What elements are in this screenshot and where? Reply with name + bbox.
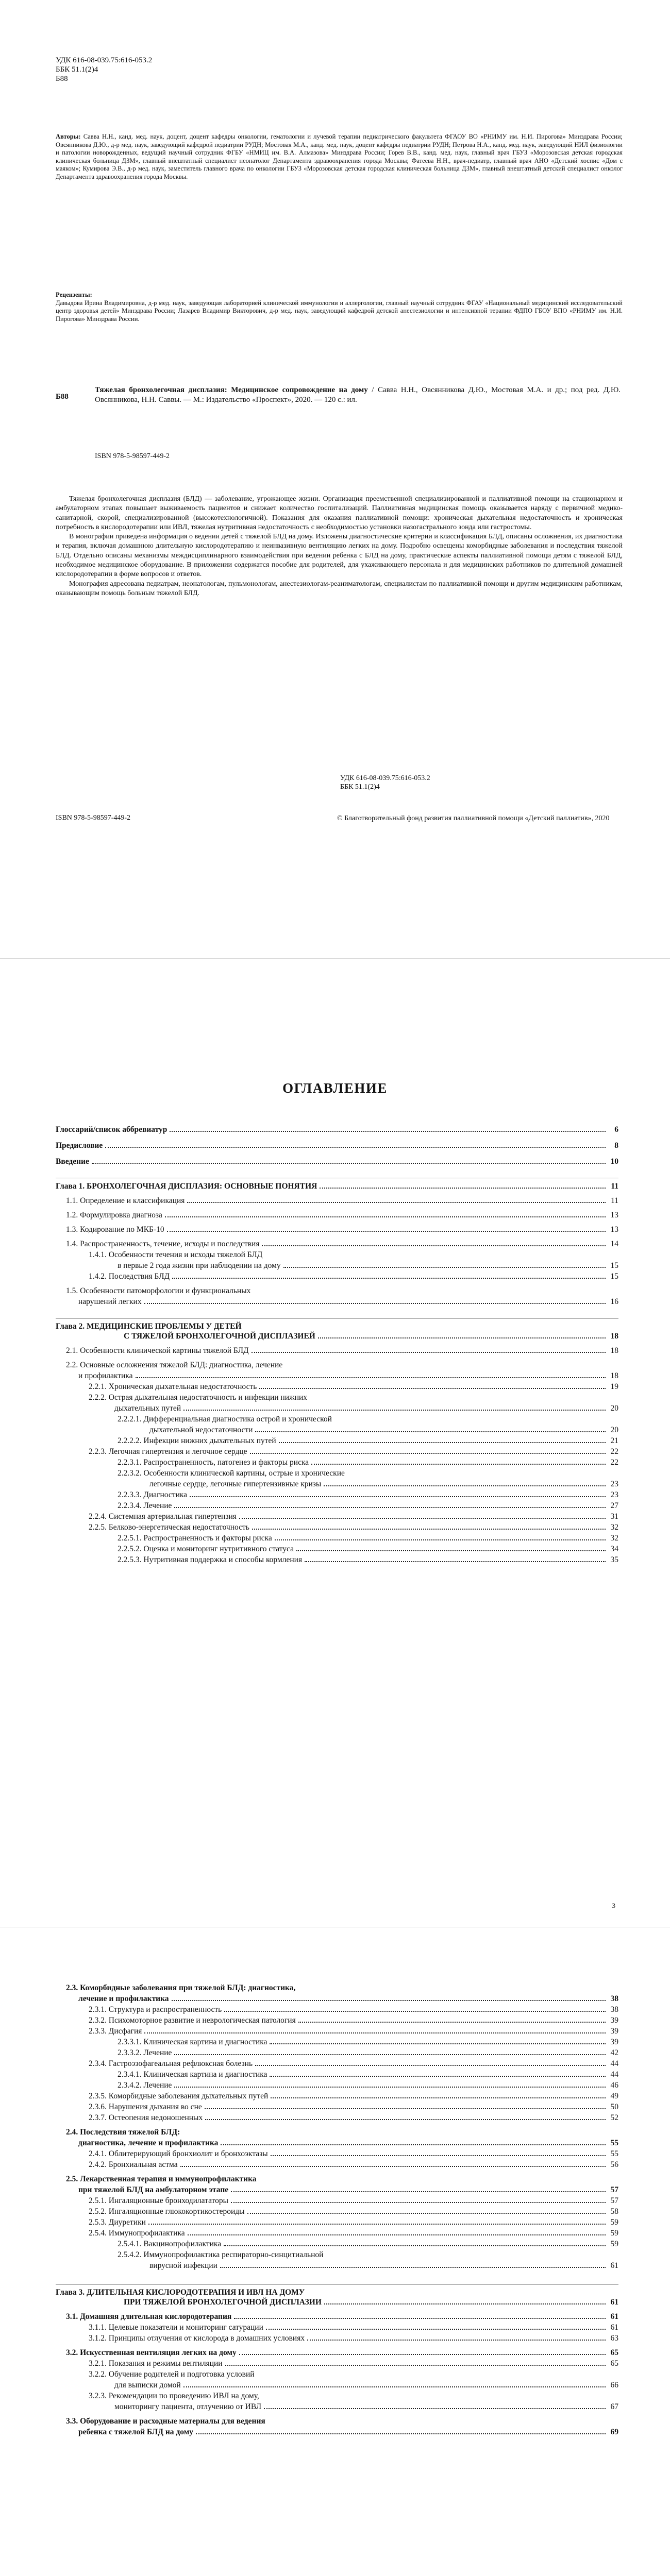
toc-entry-title: лечение и профилактика bbox=[78, 1994, 169, 2003]
toc-entry[interactable] bbox=[56, 2391, 618, 2401]
dot-leader bbox=[183, 1410, 606, 1411]
classification-codes-bottom bbox=[340, 774, 430, 791]
toc-entry[interactable] bbox=[56, 1261, 618, 1270]
dot-leader bbox=[324, 1485, 606, 1486]
toc-entry-title: 2.3.2. Психомоторное развитие и неврологическая патология bbox=[89, 2016, 296, 2025]
udk-code: УДК 616-08-039.75:616-053.2 bbox=[56, 56, 153, 64]
toc-entry-page: 59 bbox=[610, 2229, 618, 2238]
toc-entry[interactable] bbox=[56, 1544, 618, 1554]
dot-leader bbox=[174, 2054, 606, 2055]
toc-entry-title: 2.3.3.1. Клиническая картина и диагностика bbox=[118, 2038, 267, 2046]
bibliographic-description bbox=[95, 385, 621, 405]
dot-leader bbox=[180, 2166, 606, 2167]
toc-entry-page: 15 bbox=[610, 1261, 618, 1270]
toc-chapter-heading[interactable] bbox=[56, 1178, 618, 1191]
toc-entry[interactable] bbox=[56, 1458, 618, 1467]
toc-entry-title: 3.1.1. Целевые показатели и мониторинг сатурации bbox=[89, 2323, 263, 2332]
toc-entry-page: 20 bbox=[610, 1426, 618, 1434]
dot-leader bbox=[172, 1278, 606, 1279]
toc-entry-page: 55 bbox=[610, 2139, 618, 2147]
dot-leader bbox=[271, 2155, 606, 2156]
toc-entry-title: 2.3.5. Коморбидные заболевания дыхательных путей bbox=[89, 2092, 269, 2100]
dot-leader bbox=[259, 1388, 606, 1389]
toc-entry[interactable] bbox=[56, 2113, 618, 2123]
toc-entry-page: 21 bbox=[610, 1436, 618, 1445]
toc-entry-title: 1.5. Особенности патоморфологии и функциональных bbox=[66, 1286, 251, 1295]
dot-leader bbox=[174, 2087, 606, 2088]
abstract-paragraph: Тяжелая бронхолегочная дисплазия (БЛД) — заболевание, угрожающее жизни. Организация преемственной специализированной и паллиативной помощи на стационарном и амбулаторном этапах повышает выживаемость пациентов и снижает количество госпитализаций. Паллиативная медицинская помощь оказывается наряду с первичной медико-санитарной, скорой, специализированной (высокотехнологичной). Показания для оказания паллиативной помощи: хроническая дыхательная недостаточность и хроническая потребность в кислородотерапии или ИВЛ, тяжелая нутритивная недостаточность с необходимостью установки назогастрального зонда или гастростомы. bbox=[56, 495, 623, 531]
toc-entry[interactable] bbox=[56, 1447, 618, 1456]
toc-entry-title: 2.5.4.2. Иммунопрофилактика респираторно-синцитиальной bbox=[118, 2250, 324, 2259]
toc-entry[interactable] bbox=[56, 2015, 618, 2025]
dot-leader bbox=[148, 2224, 606, 2225]
toc-entry-page: 61 bbox=[610, 2261, 618, 2270]
toc-entry[interactable] bbox=[56, 1225, 618, 1234]
classification-codes bbox=[56, 56, 152, 83]
toc-entry-title: 3.1. Домашняя длительная кислородотерапия bbox=[66, 2312, 232, 2321]
toc-entry[interactable] bbox=[56, 2196, 618, 2206]
toc-entry-title: 2.2.5.3. Нутритивная поддержка и способы кормления bbox=[118, 1555, 303, 1564]
chapter-title: Глава 3. ДЛИТЕЛЬНАЯ КИСЛОРОДОТЕРАПИЯ И ИВЛ НА ДОМУ bbox=[56, 2288, 305, 2297]
toc-entry-title: 2.2.2. Острая дыхательная недостаточность и инфекции нижних bbox=[89, 1393, 308, 1402]
toc-chapter-heading[interactable] bbox=[56, 1318, 618, 1341]
toc-entry-title: мониторингу пациента, отлучению от ИВЛ bbox=[114, 2402, 262, 2411]
toc-entry-title: 2.2.5.1. Распространенность и факторы риска bbox=[118, 1534, 272, 1543]
toc-entry[interactable] bbox=[56, 1522, 618, 1532]
toc-entry[interactable] bbox=[56, 2080, 618, 2090]
toc-entry-page: 44 bbox=[610, 2059, 618, 2068]
toc-entry-title: 2.5.4. Иммунопрофилактика bbox=[89, 2229, 185, 2238]
toc-entry[interactable] bbox=[56, 1297, 618, 1307]
dot-leader bbox=[305, 1561, 606, 1562]
dot-leader bbox=[183, 2386, 606, 2387]
chapter-page: 11 bbox=[611, 1182, 618, 1191]
dot-leader bbox=[252, 1529, 606, 1530]
toc-entry[interactable] bbox=[56, 1393, 618, 1402]
toc-entry[interactable] bbox=[56, 2059, 618, 2069]
dot-leader bbox=[205, 2108, 606, 2109]
toc-entry[interactable] bbox=[56, 1141, 618, 1150]
toc-entry-page: 23 bbox=[610, 1480, 618, 1488]
toc-entry-page: 61 bbox=[610, 2312, 618, 2321]
toc-entry-page: 32 bbox=[610, 1523, 618, 1532]
dot-leader bbox=[205, 2119, 606, 2120]
toc-entry[interactable] bbox=[56, 2127, 618, 2137]
copyright-notice: © Благотворительный фонд развития паллиативной помощи «Детский паллиатив», 2020 bbox=[337, 815, 610, 822]
toc-list bbox=[56, 1983, 618, 2437]
toc-entry-page: 66 bbox=[610, 2381, 618, 2389]
toc-entry-page: 56 bbox=[610, 2160, 618, 2169]
toc-entry[interactable] bbox=[56, 2402, 618, 2412]
toc-entry[interactable] bbox=[56, 2037, 618, 2047]
toc-entry-title: 2.5.4.1. Вакцинопрофилактика bbox=[118, 2240, 222, 2248]
toc-entry-title: 2.4.2. Бронхиальная астма bbox=[89, 2160, 178, 2169]
toc-entry[interactable] bbox=[56, 1994, 618, 2004]
imprint-page bbox=[0, 0, 670, 958]
toc-entry-page: 38 bbox=[610, 2005, 618, 2014]
dot-leader bbox=[262, 1245, 606, 1246]
toc-entry-page: 15 bbox=[610, 1272, 618, 1281]
toc-entry[interactable] bbox=[56, 2380, 618, 2390]
authors-label: Авторы: bbox=[56, 133, 81, 140]
toc-entry-page: 39 bbox=[610, 2027, 618, 2036]
toc-entry[interactable] bbox=[56, 2427, 618, 2437]
toc-entry[interactable] bbox=[56, 2102, 618, 2112]
toc-entry[interactable] bbox=[56, 2160, 618, 2170]
dot-leader bbox=[320, 1188, 606, 1189]
chapter-subtitle: С ТЯЖЕЛОЙ БРОНХОЛЕГОЧНОЙ ДИСПЛАЗИЕЙ bbox=[124, 1332, 315, 1341]
book-title: Тяжелая бронхолегочная дисплазия: Медицинское сопровождение на дому bbox=[95, 386, 368, 394]
toc-entry-page: 46 bbox=[610, 2081, 618, 2090]
toc-entry-title: легочные сердце, легочные гипертензивные кризы bbox=[149, 1480, 322, 1488]
dot-leader bbox=[172, 2000, 606, 2001]
dot-leader bbox=[239, 1518, 606, 1519]
toc-entry-page: 69 bbox=[610, 2428, 618, 2436]
dot-leader bbox=[167, 1231, 606, 1232]
dot-leader bbox=[239, 2354, 606, 2355]
toc-entry[interactable] bbox=[56, 2359, 618, 2368]
authors-block bbox=[56, 133, 623, 181]
book-details: / Савва Н.Н., Овсянникова Д.Ю., Мостовая М.А. и др.; под ред. Д.Ю. Овсянникова, Н.Н. Саввы. — М.: Издательство «Проспект», 2020. — 120 с.: ил. bbox=[95, 386, 621, 404]
dot-leader bbox=[136, 1377, 606, 1378]
toc-entry-page: 49 bbox=[610, 2092, 618, 2100]
toc-entry-title: 1.4. Распространенность, течение, исходы и последствия bbox=[66, 1240, 260, 1248]
toc-entry[interactable] bbox=[56, 1210, 618, 1220]
toc-entry-title: 1.2. Формулировка диагноза bbox=[66, 1211, 162, 1219]
toc-entry[interactable] bbox=[56, 1157, 618, 1166]
toc-entry-title: 2.2. Основные осложнения тяжелой БЛД: диагностика, лечение bbox=[66, 1361, 283, 1369]
toc-entry[interactable] bbox=[56, 1125, 618, 1134]
author-mark-code: Б88 bbox=[56, 75, 68, 83]
toc-entry-title: вирусной инфекции bbox=[149, 2261, 217, 2270]
toc-entry-page: 55 bbox=[610, 2149, 618, 2158]
toc-entry-page: 13 bbox=[610, 1225, 618, 1234]
abstract bbox=[56, 495, 623, 598]
dot-leader bbox=[225, 2365, 606, 2366]
author-mark: Б88 bbox=[56, 393, 69, 401]
toc-entry-title: 2.2.3. Легочная гипертензия и легочное сердце bbox=[89, 1447, 247, 1456]
dot-leader bbox=[220, 2267, 606, 2268]
dot-leader bbox=[271, 2097, 606, 2098]
toc-entry[interactable] bbox=[56, 2333, 618, 2343]
toc-entry[interactable] bbox=[56, 1555, 618, 1565]
chapter-page: 61 bbox=[610, 2298, 618, 2307]
toc-entry[interactable] bbox=[56, 2026, 618, 2036]
toc-entry[interactable] bbox=[56, 2348, 618, 2358]
authors-text: Савва Н.Н., канд. мед. наук, доцент, доцент кафедры онкологии, гематологии и лучевой терапии педиатрического факультета ФГАОУ ВО «РНИМУ им. Н.И. Пирогова» Минздрава России; Овсянникова Д.Ю., д-р мед. наук, заведующий кафедрой педиатрии РУДН; Мостовая М.А., канд. мед. наук, доцент кафедры педиатрии РУДН; Петрова Н.А., канд. мед. наук, заведующий НИЛ физиологии и патологии новорожденных, ведущий научный сотрудник ФГБУ «НМИЦ им. В.А. Алмазова» Минздрава России; Горев В.В., канд. мед. наук, главный врач ГБУЗ «Морозовская детская городская клиническая больница ДЗМ», главный внештатный специалист неонатолог Департамента здравоохранения города Москвы; Фатеева Н.Н., врач-педиатр, главный врач АНО «Детский хоспис «Дом с маяком»; Кумирова Э.В., д-р мед. наук, заместитель главного врача по онкологии ГБУЗ «Морозовская детская городская клиническая больница ДЗМ», главный внештатный детский специалист онколог Департамента здравоохранения города Москвы. bbox=[56, 133, 623, 180]
toc-entry[interactable] bbox=[56, 2228, 618, 2238]
toc-entry[interactable] bbox=[56, 2217, 618, 2227]
dot-leader bbox=[324, 2303, 606, 2304]
toc-entry[interactable] bbox=[56, 1272, 618, 1281]
dot-leader bbox=[224, 2245, 606, 2246]
toc-entry[interactable] bbox=[56, 2138, 618, 2148]
toc-entry[interactable] bbox=[56, 1403, 618, 1413]
toc-entry-title: 1.1. Определение и классификация bbox=[66, 1196, 185, 1205]
dot-leader bbox=[105, 1147, 606, 1148]
dot-leader bbox=[234, 2318, 606, 2319]
dot-leader bbox=[144, 2032, 606, 2033]
toc-entry-title: 2.2.2.1. Дифференциальная диагностика острой и хронической bbox=[118, 1415, 332, 1423]
toc-entry-title: 3.2. Искусственная вентиляция легких на дому bbox=[66, 2348, 237, 2357]
toc-entry-title: 2.3.4.2. Лечение bbox=[118, 2081, 172, 2090]
dot-leader bbox=[283, 1267, 606, 1268]
toc-entry-title: дыхательных путей bbox=[114, 1404, 181, 1413]
toc-entry-page: 8 bbox=[614, 1141, 618, 1150]
chapter-subtitle: ПРИ ТЯЖЕЛОЙ БРОНХОЛЕГОЧНОЙ ДИСПЛАЗИИ bbox=[124, 2298, 322, 2307]
toc-entry-title: нарушений легких bbox=[78, 1297, 142, 1306]
toc-entry-title: 2.3.6. Нарушения дыхания во сне bbox=[89, 2103, 202, 2111]
toc-entry[interactable] bbox=[56, 1501, 618, 1511]
toc-entry-page: 11 bbox=[611, 1196, 618, 1205]
toc-page-3 bbox=[0, 959, 670, 1927]
toc-entry[interactable] bbox=[56, 2207, 618, 2216]
udk-code: УДК 616-08-039.75:616-053.2 bbox=[340, 774, 430, 782]
toc-entry-page: 61 bbox=[610, 2323, 618, 2332]
toc-entry-page: 59 bbox=[610, 2240, 618, 2248]
toc-entry-page: 65 bbox=[610, 2359, 618, 2368]
toc-entry[interactable] bbox=[56, 1533, 618, 1543]
toc-entry[interactable] bbox=[56, 1196, 618, 1206]
toc-entry[interactable] bbox=[56, 2070, 618, 2079]
toc-entry-title: 1.3. Кодирование по МКБ-10 bbox=[66, 1225, 164, 1234]
toc-entry[interactable] bbox=[56, 2239, 618, 2249]
dot-leader bbox=[275, 1539, 606, 1540]
toc-entry[interactable] bbox=[56, 2312, 618, 2321]
dot-leader bbox=[250, 1453, 606, 1454]
toc-entry-page: 39 bbox=[610, 2016, 618, 2025]
toc-heading: ОГЛАВЛЕНИЕ bbox=[282, 1080, 388, 1096]
toc-entry[interactable] bbox=[56, 1468, 618, 1478]
toc-entry-title: 2.5.3. Диуретики bbox=[89, 2218, 146, 2227]
dot-leader bbox=[190, 1496, 606, 1497]
toc-entry-title: 2.2.5.2. Оценка и мониторинг нутритивного статуса bbox=[118, 1545, 294, 1553]
reviewers-block bbox=[56, 291, 623, 323]
toc-entry-page: 42 bbox=[610, 2048, 618, 2057]
dot-leader bbox=[187, 1202, 606, 1203]
toc-entry-page: 19 bbox=[610, 1382, 618, 1391]
dot-leader bbox=[318, 1337, 606, 1338]
toc-entry-page: 52 bbox=[610, 2113, 618, 2122]
toc-entry-page: 50 bbox=[610, 2103, 618, 2111]
toc-entry-title: 2.3.7. Остеопения недоношенных bbox=[89, 2113, 203, 2122]
toc-entry-title: 2.3.3. Дисфагия bbox=[89, 2027, 142, 2036]
toc-chapter-heading[interactable] bbox=[56, 2284, 618, 2307]
toc-entry-title: 2.2.5. Белково-энергетическая недостаточность bbox=[89, 1523, 249, 1532]
toc-entry-page: 20 bbox=[610, 1404, 618, 1413]
toc-entry-title: 2.3.4.1. Клиническая картина и диагностика bbox=[118, 2070, 267, 2079]
toc-entry-page: 13 bbox=[610, 1211, 618, 1219]
dot-leader bbox=[298, 2022, 606, 2023]
dot-leader bbox=[224, 2011, 606, 2012]
isbn: ISBN 978-5-98597-449-2 bbox=[95, 452, 170, 460]
toc-entry[interactable] bbox=[56, 1490, 618, 1500]
toc-entry-title: 1.4.1. Особенности течения и исходы тяжелой БЛД bbox=[89, 1250, 263, 1259]
toc-entry-page: 67 bbox=[610, 2402, 618, 2411]
toc-entry-page: 22 bbox=[610, 1447, 618, 1456]
dot-leader bbox=[247, 2213, 606, 2214]
toc-entry[interactable] bbox=[56, 2369, 618, 2379]
chapter-title: Глава 1. БРОНХОЛЕГОЧНАЯ ДИСПЛАЗИЯ: ОСНОВНЫЕ ПОНЯТИЯ bbox=[56, 1182, 317, 1191]
toc-entry-title: 3.3. Оборудование и расходные материалы для ведения bbox=[66, 2417, 265, 2426]
toc-entry-page: 34 bbox=[610, 1545, 618, 1553]
dot-leader bbox=[165, 1216, 606, 1217]
toc-entry[interactable] bbox=[56, 2005, 618, 2014]
toc-entry-page: 57 bbox=[610, 2196, 618, 2205]
toc-entry-title: диагностика, лечение и профилактика bbox=[78, 2139, 219, 2147]
toc-entry-title: 2.2.2.2. Инфекции нижних дыхательных путей bbox=[118, 1436, 276, 1445]
toc-entry-title: 3.1.2. Принципы отлучения от кислорода в домашних условиях bbox=[89, 2334, 305, 2343]
chapter-page: 18 bbox=[610, 1332, 618, 1341]
bbk-code: ББК 51.1(2)4 bbox=[56, 65, 98, 74]
abstract-paragraph: Монография адресована педиатрам, неонатологам, пульмонологам, анестезиологам-реаниматологам, специалистам по паллиативной помощи и другим медицинским работникам, оказывающим помощь больным тяжелой БЛД. bbox=[56, 580, 623, 597]
toc-entry-page: 18 bbox=[610, 1371, 618, 1380]
toc-entry-page: 35 bbox=[610, 1555, 618, 1564]
toc-entry-title: при тяжелой БЛД на амбулаторном этапе bbox=[78, 2185, 229, 2194]
dot-leader bbox=[255, 1431, 606, 1432]
toc-entry-title: 2.5.1. Ингаляционные бронходилататоры bbox=[89, 2196, 229, 2205]
toc-entry[interactable] bbox=[56, 2416, 618, 2426]
dot-leader bbox=[296, 1550, 606, 1551]
toc-entry[interactable] bbox=[56, 2174, 618, 2184]
toc-entry[interactable] bbox=[56, 2250, 618, 2260]
chapter-title: Глава 2. МЕДИЦИНСКИЕ ПРОБЛЕМЫ У ДЕТЕЙ bbox=[56, 1322, 242, 1331]
toc-entry-page: 59 bbox=[610, 2218, 618, 2227]
dot-leader bbox=[255, 2065, 606, 2066]
dot-leader bbox=[279, 1442, 606, 1443]
toc-entry[interactable] bbox=[56, 1414, 618, 1424]
toc-entry-title: 2.2.3.2. Особенности клинической картины, острые и хронические bbox=[118, 1469, 345, 1478]
toc-entry-title: Глоссарий/список аббревиатур bbox=[56, 1125, 167, 1134]
reviewers-text: Давыдова Ирина Владимировна, д-р мед. наук, заведующая лабораторией клинической иммунологии и аллергологии, главный научный сотрудник ФГАУ «Национальный медицинский исследовательский центр здоровья детей» Минздрава России; Лазарев Владимир Викторович, д-р мед. наук, заведующий кафедрой детской анестезиологии и интенсивной терапии ФДПО ГБОУ ВПО «РНИМУ им. Н.И. Пирогова» Минздрава России. bbox=[56, 299, 623, 323]
reviewers-label: Рецензенты: bbox=[56, 291, 92, 298]
dot-leader bbox=[196, 2433, 606, 2434]
dot-leader bbox=[188, 2234, 606, 2235]
toc-entry-page: 18 bbox=[610, 1346, 618, 1355]
dot-leader bbox=[170, 1131, 606, 1132]
toc-entry-title: ребенка с тяжелой БЛД на дому bbox=[78, 2428, 194, 2436]
toc-entry-page: 27 bbox=[610, 1501, 618, 1510]
toc-entry-title: 3.2.3. Рекомендации по проведению ИВЛ на дому, bbox=[89, 2392, 259, 2400]
dot-leader bbox=[92, 1163, 606, 1164]
isbn-bottom: ISBN 978-5-98597-449-2 bbox=[56, 814, 131, 822]
toc-entry[interactable] bbox=[56, 1360, 618, 1370]
toc-entry-title: и профилактика bbox=[78, 1371, 133, 1380]
abstract-paragraph: В монографии приведена информация о ведении детей с тяжелой БЛД на дому. Изложены диагностические критерии и классификация БЛД, описаны осложнения, их диагностика и терапия, включая домашнюю длительную кислородотерапию и неинвазивную вентиляцию легких на дому. Подробно освещены коморбидные заболевания и последствия тяжелой БЛД. Отдельно описаны механизмы междисциплинарного взаимодействия при ведении ребенка с БЛД на дому, практические аспекты паллиативной помощи детям с тяжелой БЛД, необходимое медицинское оборудование. В приложении содержатся пособие для родителей, для ухаживающего персонала и для медицинских работников по длительной домашней кислородотерапии в форме вопросов и ответов. bbox=[56, 533, 623, 579]
toc-entry-title: дыхательной недостаточности bbox=[149, 1426, 253, 1434]
toc-entry[interactable] bbox=[56, 1436, 618, 1446]
toc-entry[interactable] bbox=[56, 1239, 618, 1249]
dot-leader bbox=[231, 2191, 606, 2192]
toc-page-4 bbox=[0, 1927, 670, 2576]
toc-entry-page: 57 bbox=[610, 2185, 618, 2194]
toc-list bbox=[56, 1125, 618, 1565]
toc-entry-title: 2.5. Лекарственная терапия и иммунопрофилактика bbox=[66, 2175, 257, 2183]
dot-leader bbox=[174, 1507, 606, 1508]
toc-entry[interactable] bbox=[56, 1371, 618, 1381]
toc-entry-title: 2.2.3.4. Лечение bbox=[118, 1501, 172, 1510]
toc-entry[interactable] bbox=[56, 2261, 618, 2270]
toc-entry-title: 2.2.3.1. Распространенность, патогенез и факторы риска bbox=[118, 1458, 309, 1467]
dot-leader bbox=[252, 1352, 606, 1353]
toc-entry-title: 2.2.1. Хроническая дыхательная недостаточность bbox=[89, 1382, 257, 1391]
toc-entry-title: в первые 2 года жизни при наблюдении на дому bbox=[118, 1261, 281, 1270]
toc-entry-page: 31 bbox=[610, 1512, 618, 1521]
bbk-code: ББК 51.1(2)4 bbox=[340, 783, 380, 791]
toc-entry[interactable] bbox=[56, 1479, 618, 1489]
toc-entry-title: 3.2.2. Обучение родителей и подготовка условий bbox=[89, 2370, 255, 2379]
toc-entry-title: Введение bbox=[56, 1157, 89, 1166]
toc-entry-title: 2.4. Последствия тяжелой БЛД: bbox=[66, 2128, 180, 2137]
toc-entry-page: 14 bbox=[610, 1240, 618, 1248]
dot-leader bbox=[307, 2340, 606, 2341]
toc-entry[interactable] bbox=[56, 2149, 618, 2159]
toc-entry[interactable] bbox=[56, 2185, 618, 2195]
toc-entry-title: для выписки домой bbox=[114, 2381, 181, 2389]
toc-entry[interactable] bbox=[56, 1382, 618, 1392]
toc-entry-page: 39 bbox=[610, 2038, 618, 2046]
toc-entry-page: 22 bbox=[610, 1458, 618, 1467]
toc-entry-page: 10 bbox=[610, 1157, 618, 1166]
toc-entry[interactable] bbox=[56, 1425, 618, 1435]
toc-entry-page: 23 bbox=[610, 1490, 618, 1499]
page-number: 3 bbox=[612, 1902, 615, 1909]
toc-entry-page: 6 bbox=[614, 1125, 618, 1134]
toc-entry-title: 1.4.2. Последствия БЛД bbox=[89, 1272, 170, 1281]
toc-entry-page: 44 bbox=[610, 2070, 618, 2079]
dot-leader bbox=[231, 2202, 606, 2203]
toc-entry[interactable] bbox=[56, 2048, 618, 2058]
toc-entry-title: 2.3.3.2. Лечение bbox=[118, 2048, 172, 2057]
toc-entry[interactable] bbox=[56, 1512, 618, 1521]
dot-leader bbox=[221, 2144, 606, 2145]
toc-entry[interactable] bbox=[56, 2323, 618, 2332]
dot-leader bbox=[264, 2408, 606, 2409]
toc-entry-page: 63 bbox=[610, 2334, 618, 2343]
toc-entry-title: 2.1. Особенности клинической картины тяжелой БЛД bbox=[66, 1346, 249, 1355]
toc-entry-title: 2.4.1. Облитерирующий бронхиолит и бронхоэктазы bbox=[89, 2149, 268, 2158]
dot-leader bbox=[144, 1303, 606, 1304]
dot-leader bbox=[266, 2329, 606, 2330]
toc-entry-title: Предисловие bbox=[56, 1141, 103, 1150]
toc-entry-page: 32 bbox=[610, 1534, 618, 1543]
toc-entry-title: 3.2.1. Показания и режимы вентиляции bbox=[89, 2359, 223, 2368]
toc-entry-title: 2.3.4. Гастроэзофагеальная рефлюксная болезнь bbox=[89, 2059, 253, 2068]
dot-leader bbox=[270, 2076, 606, 2077]
dot-leader bbox=[270, 2043, 606, 2044]
toc-entry[interactable] bbox=[56, 2091, 618, 2101]
toc-entry[interactable] bbox=[56, 1983, 618, 1993]
toc-entry-page: 38 bbox=[610, 1994, 618, 2003]
toc-entry-title: 2.2.3.3. Диагностика bbox=[118, 1490, 188, 1499]
toc-entry-title: 2.5.2. Ингаляционные глюкокортикостероиды bbox=[89, 2207, 245, 2216]
toc-entry-title: 2.3.1. Структура и распространенность bbox=[89, 2005, 222, 2014]
toc-entry[interactable] bbox=[56, 1346, 618, 1355]
toc-entry-title: 2.3. Коморбидные заболевания при тяжелой БЛД: диагностика, bbox=[66, 1984, 296, 1992]
toc-entry-page: 16 bbox=[610, 1297, 618, 1306]
dot-leader bbox=[311, 1464, 606, 1465]
toc-entry[interactable] bbox=[56, 1286, 618, 1296]
toc-entry-page: 65 bbox=[610, 2348, 618, 2357]
toc-entry[interactable] bbox=[56, 1250, 618, 1260]
toc-entry-page: 58 bbox=[610, 2207, 618, 2216]
toc-entry-title: 2.2.4. Системная артериальная гипертензия bbox=[89, 1512, 237, 1521]
